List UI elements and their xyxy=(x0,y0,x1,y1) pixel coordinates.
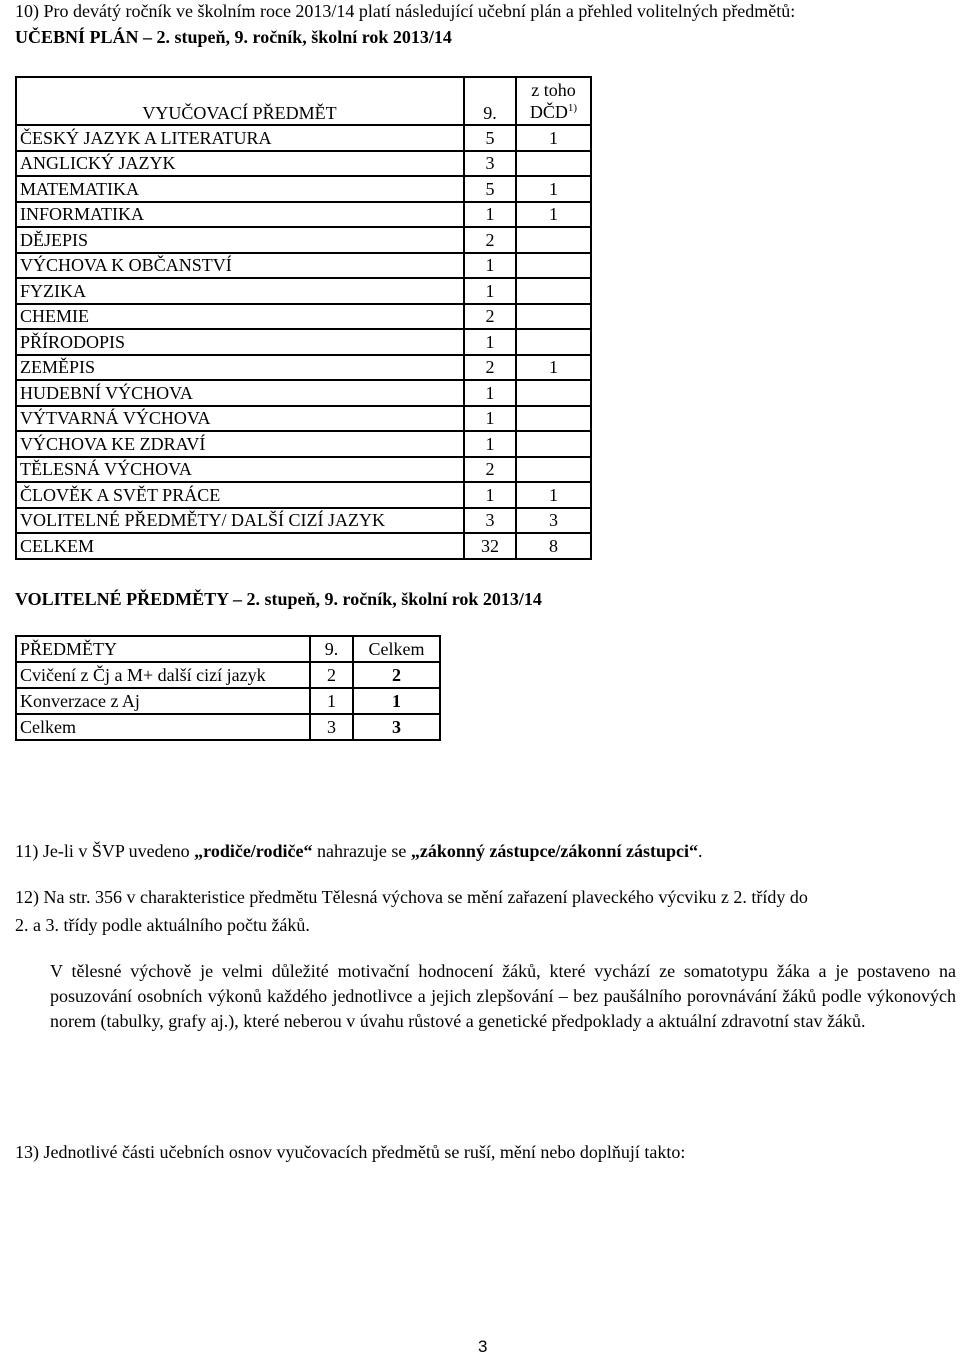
subject-cell: ČLOVĚK A SVĚT PRÁCE xyxy=(16,482,464,508)
header-dcd-bottom: DČD$^{1)}$ xyxy=(529,102,578,122)
subject-cell: TĚLESNÁ VÝCHOVA xyxy=(16,457,464,483)
subject-cell: MATEMATIKA xyxy=(16,176,464,202)
hours-cell: 32 xyxy=(464,533,516,559)
table-row xyxy=(16,662,440,688)
hours-cell: 3 xyxy=(464,151,516,177)
hours-cell: 2 xyxy=(464,304,516,330)
table-row xyxy=(16,202,591,228)
dcd-cell: 1 xyxy=(516,176,591,202)
dcd-cell: 1 xyxy=(516,355,591,381)
dcd-cell xyxy=(516,457,591,483)
table-header-row xyxy=(16,77,591,125)
subject-cell: INFORMATIKA xyxy=(16,202,464,228)
hours-cell: 1 xyxy=(464,202,516,228)
header-grade: 9. xyxy=(464,77,516,125)
hours-cell: 1 xyxy=(464,406,516,432)
dcd-cell xyxy=(516,151,591,177)
table-row xyxy=(16,227,591,253)
table-header-row xyxy=(16,636,440,662)
vol-total-cell: 3 xyxy=(353,714,440,740)
elective-table xyxy=(15,635,441,741)
header-subject: VYUČOVACÍ PŘEDMĚT xyxy=(16,77,464,125)
table-row xyxy=(16,406,591,432)
hours-cell: 5 xyxy=(464,176,516,202)
dcd-cell: 1 xyxy=(516,125,591,151)
dcd-cell xyxy=(516,380,591,406)
subject-cell: FYZIKA xyxy=(16,278,464,304)
subject-cell: VÝCHOVA K OBČANSTVÍ xyxy=(16,253,464,279)
page-number: 3 xyxy=(478,1337,488,1356)
vol-subject-cell: Cvičení z Čj a M+ další cizí jazyk xyxy=(16,662,310,688)
dcd-cell: 3 xyxy=(516,508,591,534)
subject-cell: VÝCHOVA KE ZDRAVÍ xyxy=(16,431,464,457)
vol-header-grade: 9. xyxy=(310,636,353,662)
subject-cell: ČESKÝ JAZYK A LITERATURA xyxy=(16,125,464,151)
vol-grade-cell: 1 xyxy=(310,688,353,714)
table-row xyxy=(16,482,591,508)
note-11: 11) Je-li v ŠVP uvedeno „rodiče/rodiče“ nahrazuje se „zákonný zástupce/zákonní zástupci“. xyxy=(15,841,703,861)
hours-cell: 2 xyxy=(464,457,516,483)
table-row xyxy=(16,329,591,355)
header-dcd-top: z toho xyxy=(531,80,576,100)
dcd-cell: 1 xyxy=(516,482,591,508)
hours-cell: 1 xyxy=(464,329,516,355)
note-12: 12) Na str. 356 v charakteristice předmětu Tělesná výchova se mění zařazení plaveckého výcviku z 2. třídy do xyxy=(15,887,808,907)
dcd-cell xyxy=(516,304,591,330)
note-12-cont: 2. a 3. třídy podle aktuálního počtu žáků. xyxy=(15,915,310,935)
hours-cell: 1 xyxy=(464,482,516,508)
dcd-cell: 1 xyxy=(516,202,591,228)
table-row xyxy=(16,355,591,381)
vol-heading: VOLITELNÉ PŘEDMĚTY – 2. stupeň, 9. ročník, školní rok 2013/14 xyxy=(15,589,542,609)
pe-paragraph: V tělesné výchově je velmi důležité motivační hodnocení žáků, které vychází ze somatotypu žáka a je postaveno na posuzování osobních výkonů každého jednotlivce a jejich zlepšování – bez paušálního porovnávání žáků podle výkonových norem (tabulky, grafy aj.), které neberou v úvahu růstové a genetické předpoklady a aktuální zdravotní stav žáků. xyxy=(50,961,956,1031)
subject-cell: VÝTVARNÁ VÝCHOVA xyxy=(16,406,464,432)
hours-cell: 2 xyxy=(464,355,516,381)
vol-header-subject: PŘEDMĚTY xyxy=(16,636,310,662)
hours-cell: 1 xyxy=(464,278,516,304)
table-row xyxy=(16,253,591,279)
table-row xyxy=(16,380,591,406)
note-13: 13) Jednotlivé části učebních osnov vyučovacích předmětů se ruší, mění nebo doplňují takto: xyxy=(15,1142,686,1162)
table-row xyxy=(16,457,591,483)
dcd-cell xyxy=(516,253,591,279)
table-row xyxy=(16,688,440,714)
subject-cell: HUDEBNÍ VÝCHOVA xyxy=(16,380,464,406)
table-row xyxy=(16,508,591,534)
curriculum-table xyxy=(15,76,592,560)
vol-total-cell: 2 xyxy=(353,662,440,688)
dcd-cell xyxy=(516,406,591,432)
subject-cell: CELKEM xyxy=(16,533,464,559)
vol-grade-cell: 2 xyxy=(310,662,353,688)
vol-subject-cell: Celkem xyxy=(16,714,310,740)
intro-line: 10) Pro devátý ročník ve školním roce 2013/14 platí následující učební plán a přehled volitelných předmětů: xyxy=(15,1,796,21)
subject-cell: ANGLICKÝ JAZYK xyxy=(16,151,464,177)
hours-cell: 2 xyxy=(464,227,516,253)
hours-cell: 1 xyxy=(464,431,516,457)
table-row xyxy=(16,151,591,177)
dcd-cell xyxy=(516,278,591,304)
hours-cell: 1 xyxy=(464,380,516,406)
dcd-cell xyxy=(516,431,591,457)
subject-cell: CHEMIE xyxy=(16,304,464,330)
vol-header-total: Celkem xyxy=(353,636,440,662)
table-row xyxy=(16,533,591,559)
subject-cell: DĚJEPIS xyxy=(16,227,464,253)
table-row xyxy=(16,278,591,304)
table-row xyxy=(16,176,591,202)
subject-cell: PŘÍRODOPIS xyxy=(16,329,464,355)
table-row xyxy=(16,431,591,457)
dcd-cell xyxy=(516,329,591,355)
hours-cell: 3 xyxy=(464,508,516,534)
vol-subject-cell: Konverzace z Aj xyxy=(16,688,310,714)
header-dcd xyxy=(516,77,591,125)
plan-title: UČEBNÍ PLÁN – 2. stupeň, 9. ročník, školní rok 2013/14 xyxy=(15,27,452,47)
subject-cell: VOLITELNÉ PŘEDMĚTY/ DALŠÍ CIZÍ JAZYK xyxy=(16,508,464,534)
table-row xyxy=(16,714,440,740)
vol-total-cell: 1 xyxy=(353,688,440,714)
subject-cell: ZEMĚPIS xyxy=(16,355,464,381)
table-row xyxy=(16,304,591,330)
vol-grade-cell: 3 xyxy=(310,714,353,740)
hours-cell: 1 xyxy=(464,253,516,279)
dcd-cell: 8 xyxy=(516,533,591,559)
dcd-cell xyxy=(516,227,591,253)
hours-cell: 5 xyxy=(464,125,516,151)
table-row xyxy=(16,125,591,151)
